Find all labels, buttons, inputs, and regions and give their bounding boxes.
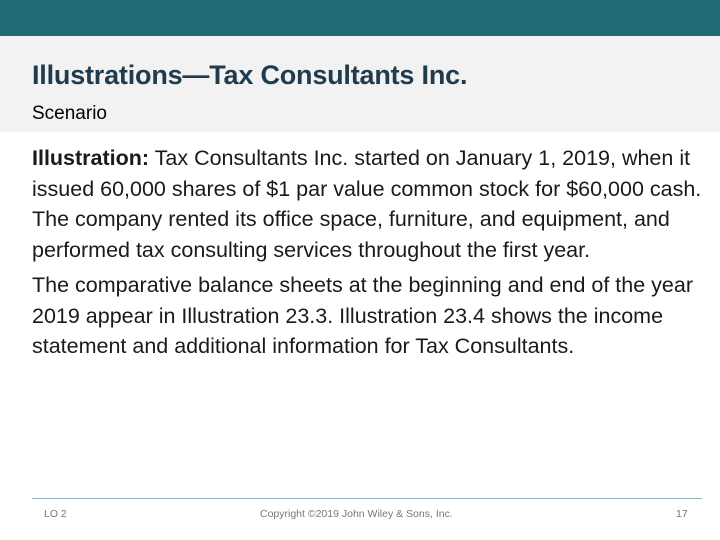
slide-body xyxy=(32,143,702,367)
page-number: 17 xyxy=(676,508,688,520)
illustration-text: Tax Consultants Inc. started on January 1, 2019, when it issued 60,000 shares of $1 par value common stock for $60,000 cash. The company rented its office space, furniture, and equipment, and performed tax consulting services throughout the first year. xyxy=(32,146,702,262)
copyright-notice: Copyright ©2019 John Wiley & Sons, Inc. xyxy=(260,508,453,520)
paragraph-illustration xyxy=(32,143,702,265)
page-title: Illustrations—Tax Consultants Inc. xyxy=(32,60,468,90)
paragraph-balance-sheets: The comparative balance sheets at the beginning and end of the year 2019 appear in Illustration 23.3. Illustration 23.4 shows the income statement and additional information for Tax Consultants. xyxy=(32,273,693,358)
footer-divider xyxy=(32,498,702,499)
top-accent-band xyxy=(0,0,720,36)
illustration-label: Illustration: xyxy=(32,146,150,170)
learning-objective-label: LO 2 xyxy=(44,508,67,520)
page-subtitle: Scenario xyxy=(32,103,107,124)
